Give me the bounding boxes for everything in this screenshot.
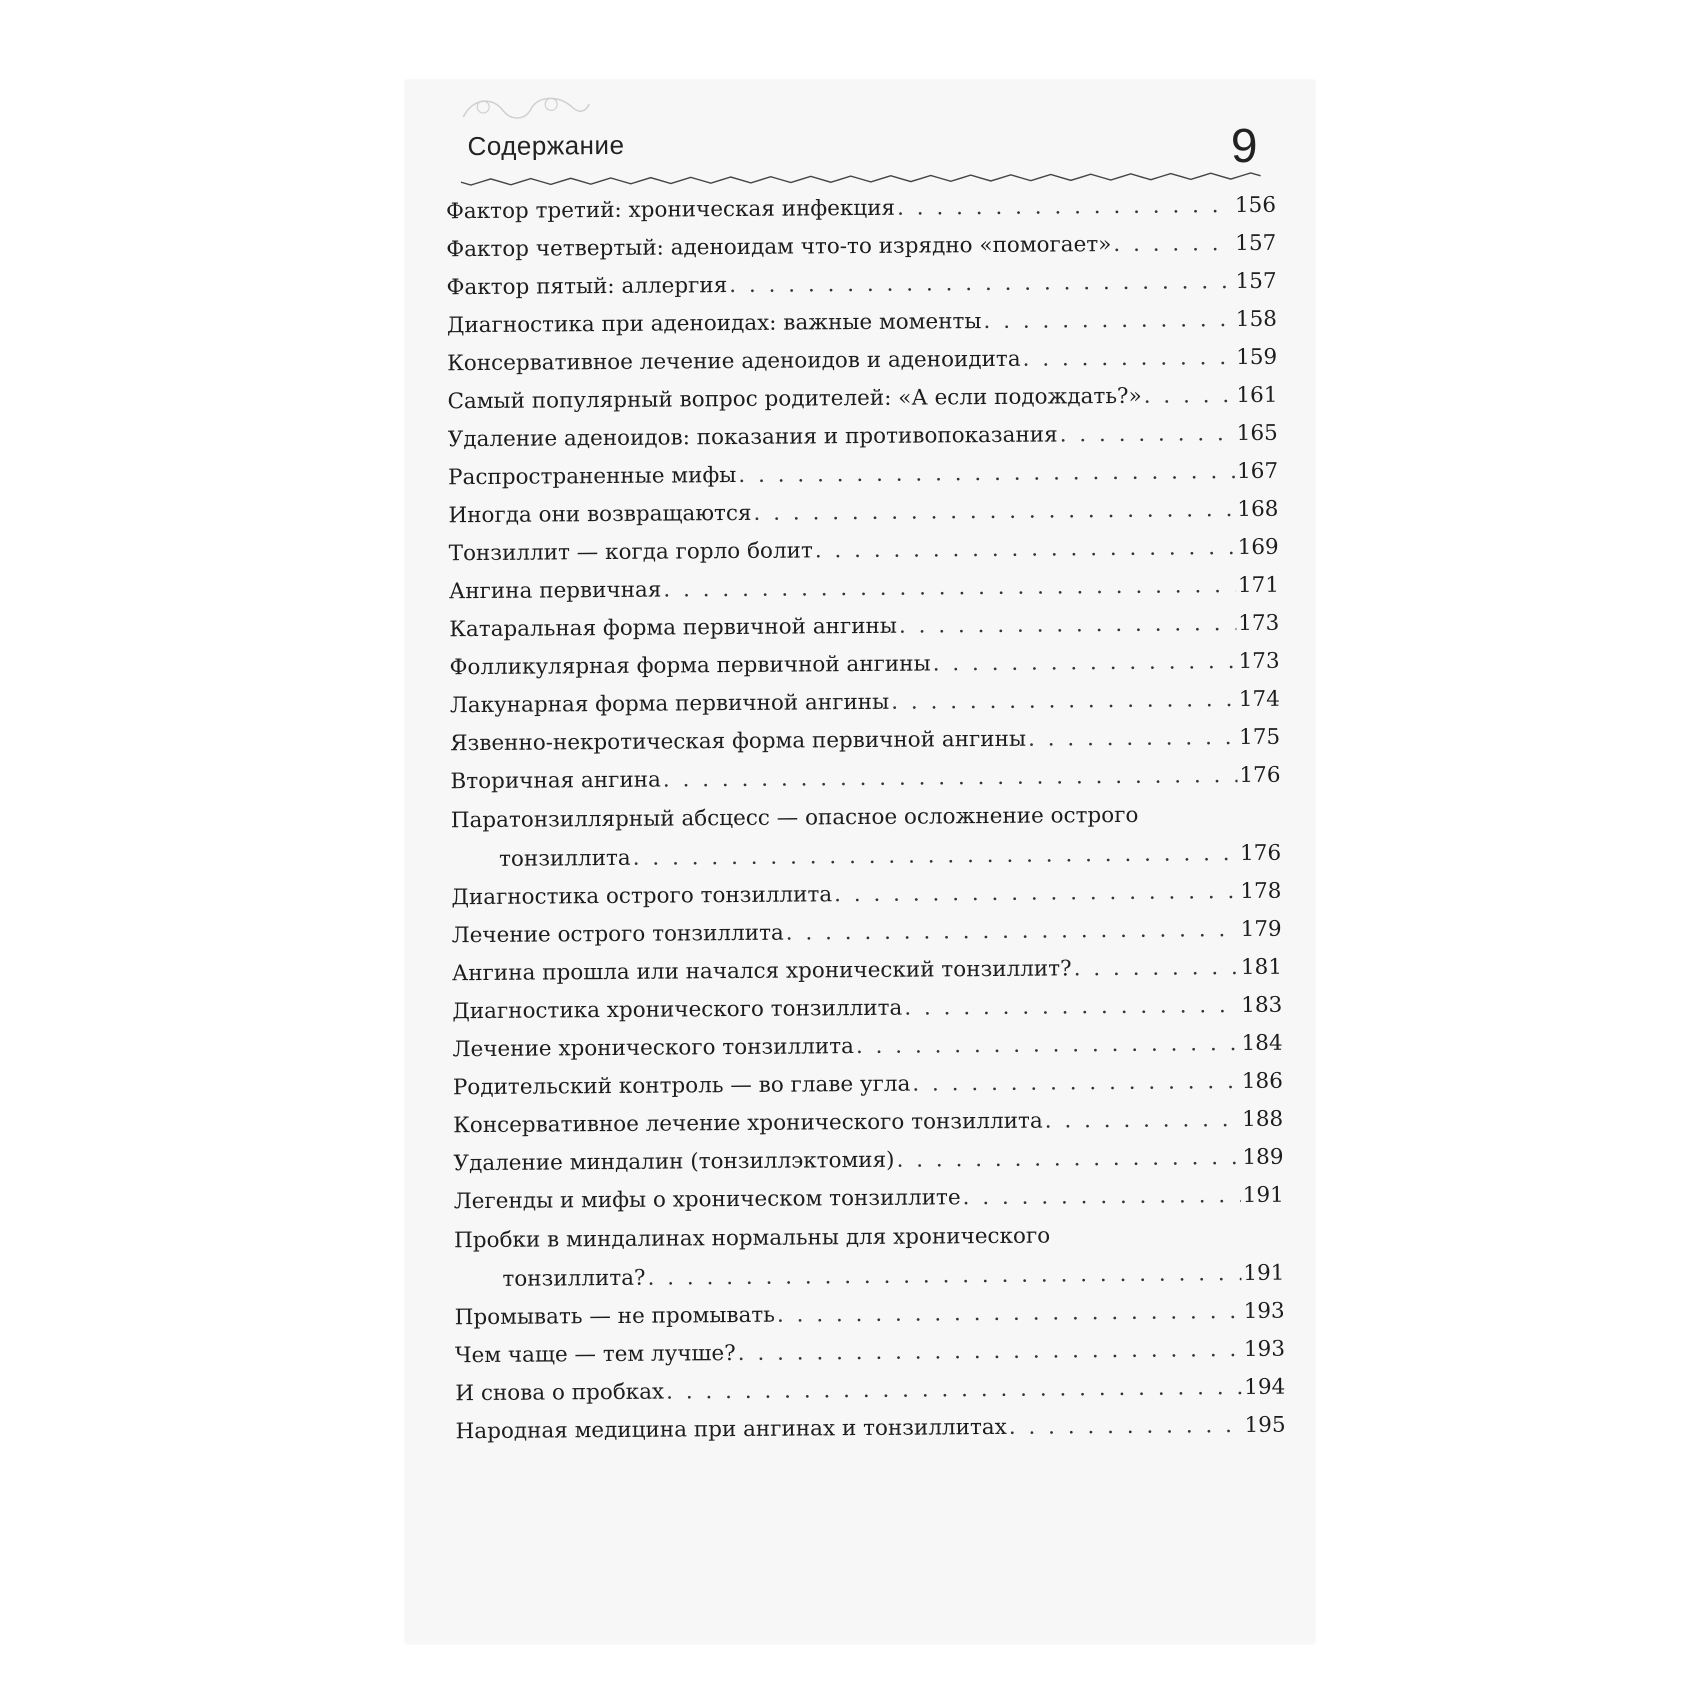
toc-entry-page: 175 (1239, 724, 1281, 751)
toc-entry-page: 178 (1240, 878, 1282, 905)
toc-entry-title: Вторичная ангина (450, 767, 661, 795)
toc-entry-page: 193 (1243, 1298, 1285, 1325)
toc-leader-dots (729, 263, 1234, 305)
toc-entry-page: 191 (1243, 1260, 1285, 1287)
toc-entry-title: Удаление аденоидов: показания и противопоказания (447, 422, 1058, 453)
toc-entry (449, 529, 1279, 574)
toc-leader-dots (777, 1293, 1242, 1335)
toc-leader-dots (633, 834, 1239, 878)
table-of-contents (446, 187, 1286, 1451)
toc-entry (447, 377, 1277, 422)
toc-entry (451, 795, 1282, 880)
toc-entry (448, 453, 1278, 498)
toc-entry-page: 176 (1239, 840, 1282, 867)
toc-entry-page: 161 (1236, 382, 1278, 409)
toc-entry (455, 1293, 1285, 1338)
toc-entry (455, 1407, 1285, 1452)
toc-entry-title: И снова о пробках (455, 1379, 665, 1407)
toc-entry-title: Консервативное лечение хронического тонзиллита (453, 1108, 1043, 1139)
toc-entry-page: 191 (1242, 1182, 1284, 1209)
toc-entry (449, 567, 1279, 612)
toc-entry-title: Паратонзиллярный абсцесс — опасное осложнение острого (450, 802, 1139, 834)
toc-entry (455, 1331, 1285, 1376)
toc-entry-title-continued: тонзиллита (499, 845, 631, 872)
toc-entry (446, 187, 1276, 232)
toc-entry (453, 1063, 1283, 1108)
toc-leader-dots (891, 681, 1237, 722)
toc-entry-page: 195 (1244, 1412, 1286, 1439)
toc-entry (449, 643, 1279, 688)
toc-entry (449, 605, 1279, 650)
toc-leader-dots (933, 643, 1237, 683)
running-head: Содержание (467, 129, 625, 162)
toc-entry-title: Ангина первичная (448, 577, 662, 605)
toc-entry (450, 719, 1280, 764)
toc-entry (448, 415, 1278, 460)
toc-entry (455, 1369, 1285, 1414)
toc-entry (452, 949, 1282, 994)
toc-entry-title: Катаральная форма первичной ангины (449, 613, 898, 643)
toc-entry (452, 987, 1282, 1032)
toc-entry-title: Фактор четвертый: аденоидам что-то изрядно «помогает» (446, 232, 1112, 263)
toc-entry-title: Промывать — не промывать (454, 1302, 776, 1331)
toc-entry-page: 194 (1244, 1374, 1286, 1401)
toc-entry-title: Народная медицина при ангинах и тонзиллитах (455, 1414, 1007, 1445)
toc-leader-dots (1144, 377, 1235, 416)
toc-entry-title: Фактор пятый: аллергия (446, 273, 728, 301)
toc-entry-page: 186 (1241, 1068, 1283, 1095)
toc-entry-page: 174 (1238, 686, 1280, 713)
toc-entry-page: 167 (1236, 458, 1279, 485)
toc-entry-page: 176 (1239, 762, 1281, 789)
toc-leader-dots (912, 1063, 1240, 1104)
toc-leader-dots (834, 873, 1239, 914)
toc-leader-dots (1022, 339, 1234, 379)
toc-entry-title: Диагностика при аденоидах: важные моменты (446, 309, 982, 339)
toc-entry (448, 491, 1278, 536)
toc-entry-page: 181 (1240, 954, 1283, 981)
toc-entry (446, 225, 1276, 270)
toc-entry-page: 158 (1235, 306, 1277, 333)
toc-entry-page: 157 (1235, 268, 1277, 295)
toc-leader-dots (738, 453, 1235, 495)
toc-leader-dots (856, 1025, 1240, 1066)
toc-entry-title: Язвенно-некротическая форма первичной ангины (450, 726, 1027, 757)
toc-entry (446, 263, 1276, 308)
toc-leader-dots (983, 301, 1234, 341)
toc-leader-dots (962, 1177, 1240, 1217)
toc-entry-page: 188 (1242, 1106, 1284, 1133)
toc-entry (452, 1025, 1282, 1070)
toc-entry-page: 173 (1238, 610, 1280, 637)
toc-entry-title: Распространенные мифы (448, 462, 737, 491)
toc-entry-first-line (451, 795, 1281, 841)
toc-entry (447, 301, 1277, 346)
toc-leader-dots (1059, 415, 1234, 454)
page-content (405, 80, 1315, 1644)
toc-entry-title: Легенды и мифы о хроническом тонзиллите (453, 1185, 961, 1215)
toc-entry-page: 156 (1234, 192, 1277, 219)
toc-entry-title: Диагностика хронического тонзиллита (452, 995, 903, 1025)
toc-leader-dots (1073, 949, 1239, 988)
toc-entry-second-line (454, 1254, 1284, 1300)
header-ornament-icon (453, 90, 593, 127)
toc-entry-title: Фолликулярная форма первичной ангины (449, 651, 931, 681)
toc-entry-title: Самый популярный вопрос родителей: «А если подождать?» (447, 383, 1142, 415)
toc-entry-title: Чем чаще — тем лучше? (454, 1341, 736, 1369)
toc-entry-page: 184 (1241, 1030, 1283, 1057)
toc-entry-second-line (451, 834, 1281, 880)
toc-entry (454, 1215, 1285, 1300)
toc-entry-title: Удаление миндалин (тонзиллэктомия) (453, 1147, 895, 1177)
toc-leader-dots (786, 911, 1239, 953)
toc-leader-dots (666, 1369, 1242, 1412)
page-number: 9 (1230, 119, 1258, 174)
toc-entry-title: Лакунарная форма первичной ангины (449, 689, 890, 719)
toc-entry (450, 757, 1280, 802)
toc-entry (453, 1101, 1283, 1146)
toc-leader-dots (738, 1331, 1242, 1373)
toc-entry-page: 168 (1237, 496, 1279, 523)
toc-entry-page: 173 (1238, 648, 1280, 675)
toc-leader-dots (647, 1254, 1241, 1298)
toc-leader-dots (1009, 1407, 1243, 1447)
toc-entry-title: Диагностика острого тонзиллита (451, 882, 833, 911)
toc-entry-page: 183 (1241, 992, 1283, 1019)
toc-leader-dots (815, 529, 1236, 570)
toc-entry-page: 171 (1237, 572, 1280, 599)
toc-leader-dots (663, 757, 1238, 800)
toc-entry-page: 165 (1236, 420, 1278, 447)
toc-entry (447, 339, 1277, 384)
toc-entry-title: Иногда они возвращаются (448, 500, 752, 529)
toc-entry-title: Пробки в миндалинах нормальны для хронического (454, 1223, 1051, 1254)
toc-leader-dots (1028, 719, 1237, 759)
toc-leader-dots (896, 1139, 1240, 1180)
toc-entry-title: Лечение хронического тонзиллита (452, 1034, 855, 1063)
toc-leader-dots (897, 187, 1233, 228)
toc-leader-dots (1113, 225, 1233, 264)
toc-entry-first-line (454, 1215, 1284, 1261)
toc-entry-title-continued: тонзиллита? (502, 1265, 646, 1292)
toc-entry (453, 1139, 1283, 1184)
toc-entry (452, 911, 1282, 956)
toc-entry (450, 681, 1280, 726)
toc-entry-page: 179 (1240, 916, 1282, 943)
toc-entry (454, 1177, 1284, 1222)
toc-leader-dots (904, 987, 1239, 1028)
toc-entry-title: Лечение острого тонзиллита (451, 920, 784, 949)
toc-entry-title: Консервативное лечение аденоидов и аденоидита (447, 346, 1021, 377)
toc-entry-page: 169 (1237, 534, 1279, 561)
toc-leader-dots (663, 567, 1236, 609)
toc-entry-title: Фактор третий: хроническая инфекция (445, 195, 896, 225)
toc-entry-title: Ангина прошла или начался хронический тонзиллит? (451, 956, 1072, 987)
toc-leader-dots (899, 605, 1237, 646)
toc-leader-dots (1045, 1101, 1241, 1141)
toc-entry-page: 193 (1243, 1336, 1286, 1363)
toc-entry-page: 189 (1242, 1144, 1284, 1171)
toc-entry-page: 159 (1236, 344, 1278, 371)
toc-entry-page: 157 (1235, 230, 1277, 257)
toc-entry-title: Тонзиллит — когда горло болит (448, 538, 813, 567)
book-page (405, 80, 1315, 1644)
toc-entry (451, 873, 1281, 918)
toc-entry-title: Родительский контроль — во главе угла (452, 1071, 911, 1101)
toc-leader-dots (753, 491, 1235, 533)
